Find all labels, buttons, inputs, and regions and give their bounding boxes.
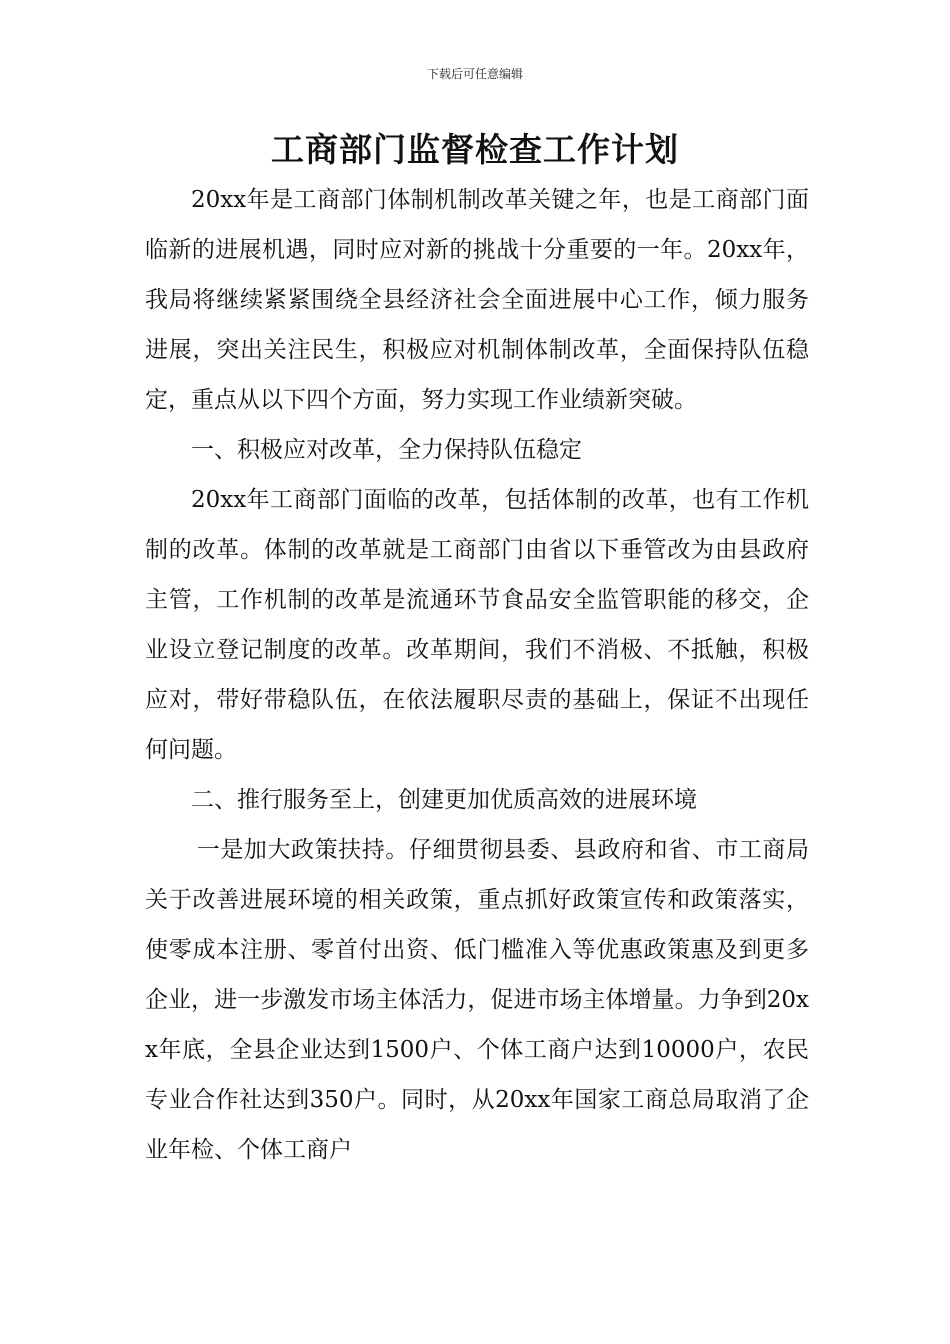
paragraph-section-1: 20xx年工商部门面临的改革，包括体制的改革，也有工作机制的改革。体制的改革就是工商部门由省以下垂管改为由县政府主管，工作机制的改革是流通环节食品安全监管职能的移交，企业设立登记制度的改革。改革期间，我们不消极、不抵触，积极应对，带好带稳队伍，在依法履职尽责的基础上，保证不出现任何问题。 [145,487,809,763]
section-heading-2: 二、推行服务至上，创建更加优质高效的进展环境 [191,787,697,813]
paragraph-section-2: 一是加大政策扶持。仔细贯彻县委、县政府和省、市工商局关于改善进展环境的相关政策，重点抓好政策宣传和政策落实，使零成本注册、零首付出资、低门槛准入等优惠政策惠及到更多企业，进一步激发市场主体活力，促进市场主体增量。力争到20xx年底，全县企业达到1500户、个体工商户达到10000户，农民专业合作社达到350户。同时，从20xx年国家工商总局取消了企业年检、个体工商户 [145,837,809,1163]
document-title: 工商部门监督检查工作计划 [271,130,679,169]
section-heading-1: 一、积极应对改革，全力保持队伍稳定 [191,437,582,463]
document-body [145,175,809,1175]
paragraph-intro: 20xx年是工商部门体制机制改革关键之年，也是工商部门面临新的进展机遇，同时应对新的挑战十分重要的一年。20xx年，我局将继续紧紧围绕全县经济社会全面进展中心工作，倾力服务进展，突出关注民生，积极应对机制体制改革，全面保持队伍稳定，重点从以下四个方面，努力实现工作业绩新突破。 [145,187,809,413]
header-note: 下载后可任意编辑 [426,67,523,81]
